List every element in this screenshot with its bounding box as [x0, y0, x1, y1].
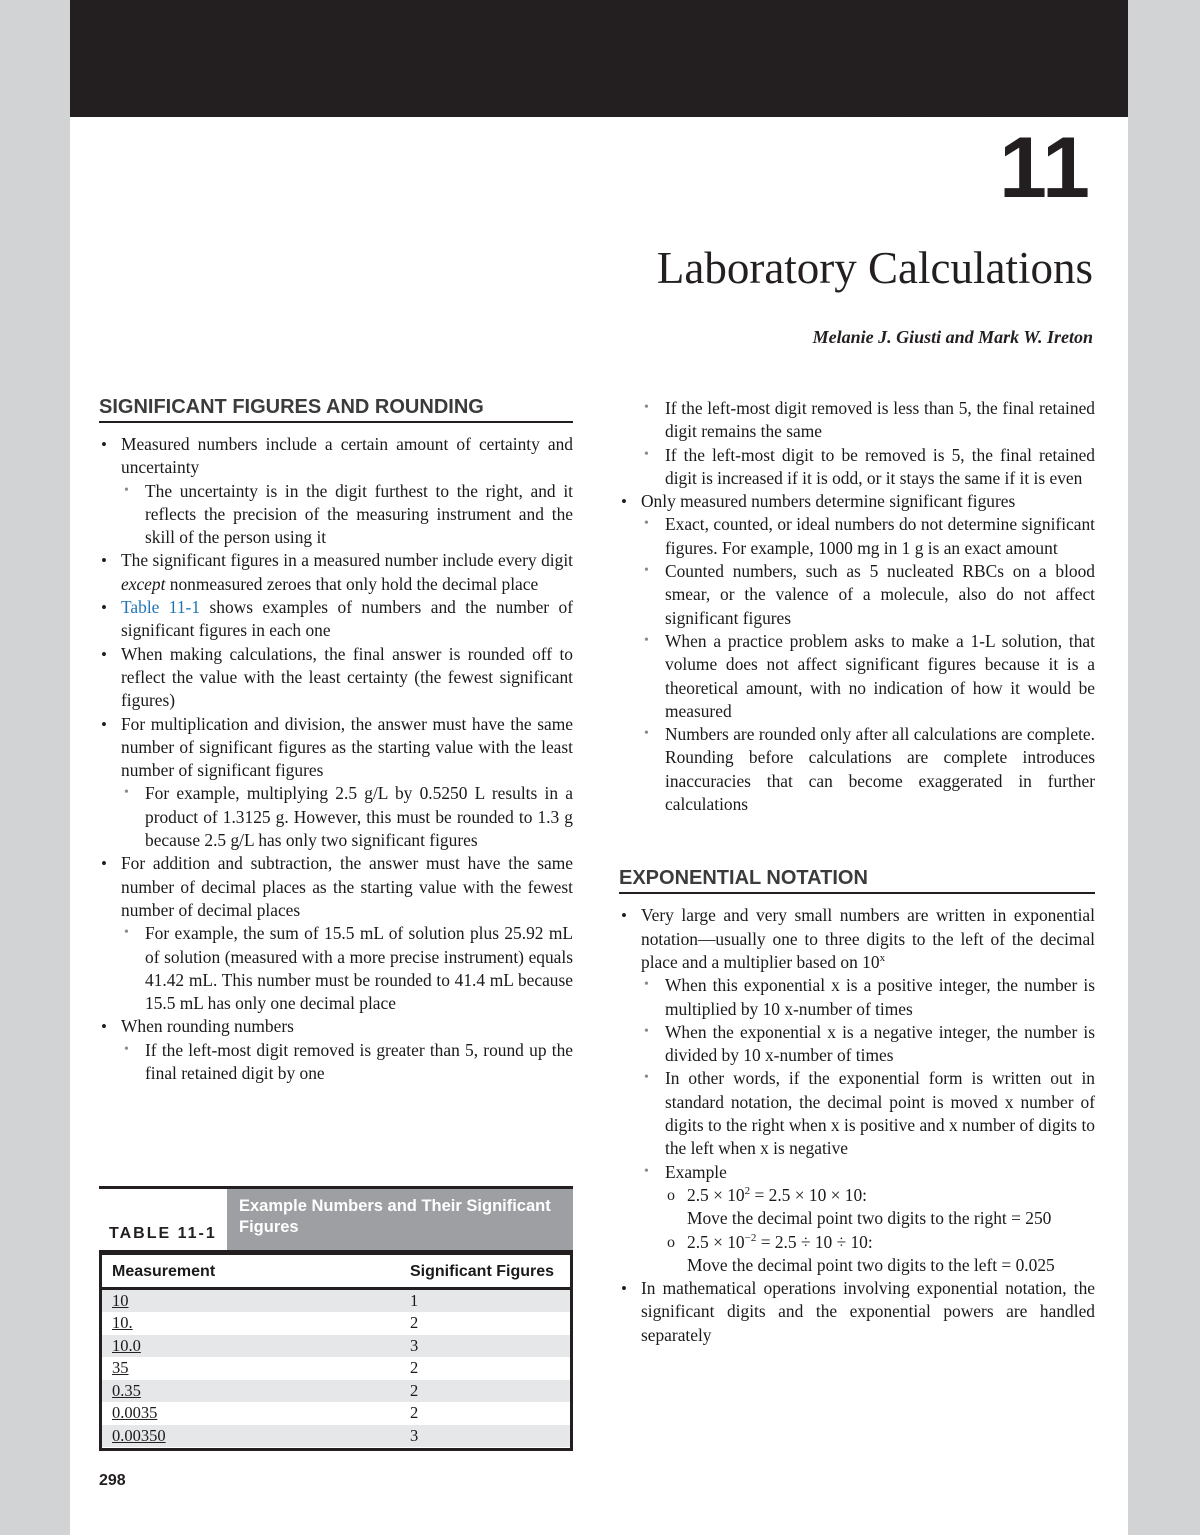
example-item: o $2.5 \times 10^2 = 2.5 \times 10 \times 10$: Move the decimal point two digits to the right = 250: [665, 1184, 1095, 1231]
list-item: • If the left-most digit removed is less than 5, the final retained digit remains the same: [641, 397, 1095, 444]
bullet-list: [641, 397, 1095, 490]
list-item: • When rounding numbers • If the left-most digit removed is greater than 5, round up the final retained digit by one: [99, 1015, 573, 1085]
example-item: o $2.5 \times 10^{-2} = 2.5 \div 10 \div 10$: Move the decimal point two digits to the left = 0.025: [665, 1231, 1095, 1278]
table-row: 10 1: [102, 1290, 570, 1313]
list-item: • Table 11-1 shows examples of numbers and the number of significant figures in each one: [99, 596, 573, 643]
list-item: • For example, the sum of 15.5 mL of solution plus 25.92 mL of solution (measured with a more precise instrument) equals 41.42 mL. This number must be rounded to 41.4 mL because 15.5 mL has only one decimal place: [121, 922, 573, 1015]
list-item: • When a practice problem asks to make a 1-L solution, that volume does not affect significant figures because it is a theoretical amount, with no indication of how it would be measured: [641, 630, 1095, 723]
list-item: • If the left-most digit removed is greater than 5, round up the final retained digit by one: [121, 1039, 573, 1086]
list-item: • Only measured numbers determine significant figures • Exact, counted, or ideal numbers do not determine significant figures. For example, 1000 mg in 1 g is an exact amount • Counted numbers, such as 5 nucleated RBCs on a blood smear, or the valence of a molecule, also do not affect significant figures • When a practice problem asks to make a 1-L solution, that volume does not affect significant figures because it is a theoretical amount, with no indication of how it would be measured • Numbers are rounded only after all calculations are complete. Rounding before calculations are complete introduces inaccuracies that can become exaggerated in further calculations: [619, 490, 1095, 816]
bullet-list: [619, 490, 1095, 816]
list-item: • Numbers are rounded only after all calculations are complete. Rounding before calculations are complete introduces inaccuracies that can become exaggerated in further calculations: [641, 723, 1095, 816]
table-row: 0.0035 2: [102, 1403, 570, 1426]
right-column: [619, 397, 1095, 1347]
chapter-label: CHAPTER: [824, 78, 1095, 122]
section-heading-exponential-notation: EXPONENTIAL NOTATION: [619, 866, 1095, 894]
table-row: 0.00350 3: [102, 1425, 570, 1448]
list-item: • For addition and subtraction, the answer must have the same number of decimal places as the starting value with the fewest number of decimal places • For example, the sum of 15.5 mL of solution plus 25.92 mL of solution (measured with a more precise instrument) equals 41.42 mL. This number must be rounded to 41.4 mL because 15.5 mL has only one decimal place: [99, 852, 573, 1015]
table-row: 0.35 2: [102, 1380, 570, 1403]
table-body: [102, 1288, 570, 1448]
bullet-list: [99, 433, 573, 1085]
table-label: TABLE 11-1: [99, 1189, 227, 1250]
left-column: [99, 395, 573, 1085]
section-heading-significant-figures: SIGNIFICANT FIGURES AND ROUNDING: [99, 395, 573, 423]
chapter-number: 11: [999, 120, 1090, 216]
table-link[interactable]: Table 11-1: [121, 597, 201, 618]
table-caption: Example Numbers and Their Significant Figures: [227, 1189, 573, 1250]
authors: Melanie J. Giusti and Mark W. Ireton: [812, 327, 1093, 347]
list-item: • When the exponential x is a negative integer, the number is divided by 10 x-number of times: [641, 1021, 1095, 1068]
list-item: • Example o $2.5 \times 10^2 = 2.5 \times 10 \times 10$: Move the decimal point two digits to the right = 250 o $2.5 \times 10^{-2} = 2.5 \div 10 \div 10$: Move the decimal point two digits to the left = 0.025: [641, 1161, 1095, 1277]
list-item: • In mathematical operations involving exponential notation, the significant digits and the exponential powers are handled separately: [619, 1277, 1095, 1347]
list-item: • The uncertainty is in the digit furthest to the right, and it reflects the precision of the measuring instrument and the skill of the person using it: [121, 480, 573, 550]
list-item: • When this exponential x is a positive integer, the number is multiplied by 10 x-number of times: [641, 974, 1095, 1021]
chapter-title: Laboratory Calculations: [656, 243, 1093, 293]
table-column-headers: [102, 1255, 570, 1288]
table-row: 35 2: [102, 1358, 570, 1381]
column-header-measurement: Measurement: [112, 1263, 216, 1280]
table-11-1: [99, 1186, 573, 1451]
list-item: • Very large and very small numbers are written in exponential notation—usually one to three digits to the left of the decimal place and a multiplier based on 10$^x$ • When this exponential x is a positive integer, the number is multiplied by 10 x-number of times • When the exponential x is a negative integer, the number is divided by 10 x-number of times • In other words, if the exponential form is written out in standard notation, the decimal point is moved x number of digits to the right when x is positive and x number of digits to the left when x is negative • Example o $2.5 \times 10^2 = 2.5 \times 10 \times 10$: Move the decimal point two digits to the right = 250 o $2.5 \times 10^{-2} = 2.5 \div 10 \div 10$: Move the decimal point two digits to the left = 0.025: [619, 904, 1095, 1277]
list-item: • Measured numbers include a certain amount of certainty and uncertainty • The uncertainty is in the digit furthest to the right, and it reflects the precision of the measuring instrument and the skill of the person using it: [99, 433, 573, 549]
table-header: [99, 1186, 573, 1250]
table-row: 10.0 3: [102, 1335, 570, 1358]
list-item: • Counted numbers, such as 5 nucleated RBCs on a blood smear, or the valence of a molecule, also do not affect significant figures: [641, 560, 1095, 630]
list-item: • In other words, if the exponential form is written out in standard notation, the decimal point is moved x number of digits to the right when x is positive and x number of digits to the left when x is negative: [641, 1067, 1095, 1160]
list-item: • For example, multiplying 2.5 g/L by 0.5250 L results in a product of 1.3125 g. However, this must be rounded to 1.3 g because 2.5 g/L has only two significant figures: [121, 782, 573, 852]
list-item: • The significant figures in a measured number include every digit except nonmeasured zeroes that only hold the decimal place: [99, 549, 573, 596]
list-item: • When making calculations, the final answer is rounded off to reflect the value with the least certainty (the fewest significant figures): [99, 643, 573, 713]
table-row: 10. 2: [102, 1313, 570, 1336]
bullet-list: [619, 904, 1095, 1347]
list-item: • If the left-most digit to be removed is 5, the final retained digit is increased if it is odd, or it stays the same if it is even: [641, 444, 1095, 491]
page-number: 298: [99, 1472, 126, 1489]
column-header-significant-figures: Significant Figures: [410, 1263, 555, 1280]
list-item: • Exact, counted, or ideal numbers do not determine significant figures. For example, 1000 mg in 1 g is an exact amount: [641, 513, 1095, 560]
list-item: • For multiplication and division, the answer must have the same number of significant figures as the starting value with the least number of significant figures • For example, multiplying 2.5 g/L by 0.5250 L results in a product of 1.3125 g. However, this must be rounded to 1.3 g because 2.5 g/L has only two significant figures: [99, 713, 573, 853]
page: [70, 0, 1128, 1535]
table-frame: [99, 1250, 573, 1451]
